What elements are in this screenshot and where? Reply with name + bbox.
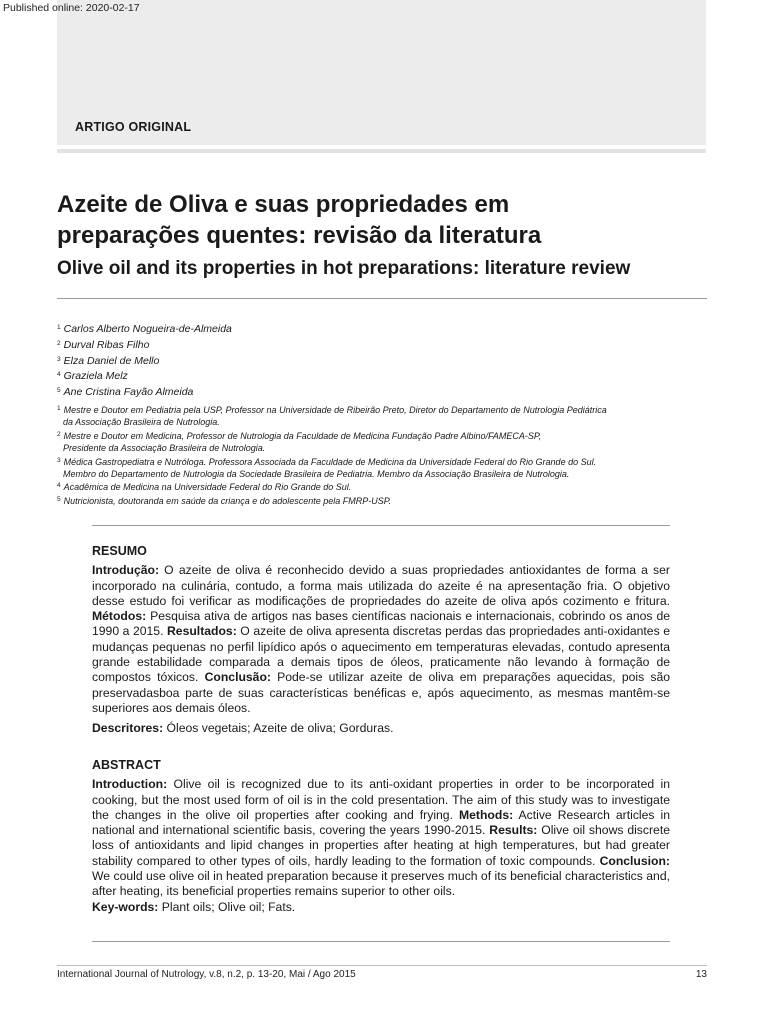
affiliation-item: $^2$ Mestre e Doutor em Medicina, Professor de Nutrologia da Faculdade de Medicina Fundação Padre Albino/FAMECA-SP, Presidente da Associação Brasileira de Nutrologia. <box>57 430 542 453</box>
author-item: $^4$ Graziela Melz <box>57 370 128 383</box>
footer-divider <box>57 965 707 966</box>
author-list <box>57 321 232 400</box>
title-pt-line1: Azeite de Oliva e suas propriedades em <box>57 191 510 218</box>
affiliation-item: $^1$ Mestre e Doutor em Pediatria pela USP, Professor na Universidade de Ribeirão Preto, Diretor do Departamento de Nutrologia Pediátrica da Associação Brasileira de Nutrologia. <box>57 405 607 427</box>
resumo-keywords: Descritores: Óleos vegetais; Azeite de oliva; Gorduras. <box>92 721 394 736</box>
title-pt-line2: preparações quentes: revisão da literatura <box>57 222 542 249</box>
abstract-keywords: Key-words: Plant oils; Olive oil; Fats. <box>92 899 296 914</box>
affiliation-list <box>57 403 697 508</box>
page-number: 13 <box>695 969 707 980</box>
header-divider <box>57 149 706 153</box>
author-item: $^3$ Elza Daniel de Mello <box>57 354 160 367</box>
affiliation-item: $^3$ Médica Gastropediatra e Nutróloga. Professora Associada da Faculdade de Medicina da Universidade Federal do Rio Grande do Sul. Membro do Departamento de Nutrologia da Sociedade Brasileira de Pediatria. Membro da Associação Brasileira de Nutrologia. <box>57 456 597 479</box>
footer-citation: International Journal of Nutrology, v.8, n.2, p. 13-20, Mai / Ago 2015 <box>57 969 356 980</box>
title-divider <box>57 298 707 299</box>
affiliation-item: $^5$ Nutricionista, doutoranda em saúde da criança e do adolescente pela FMRP-USP. <box>57 496 392 507</box>
abstract-heading: ABSTRACT <box>92 758 161 772</box>
resumo-body: Introdução: O azeite de oliva é reconhecido devido a suas propriedades antioxidantes de forma a ser incorporado na culinária, contudo, a forma mais utilizada do azeite é na apresentação fria. O objetivo desse estudo foi verificar as modificações de propriedades do azeite de oliva após cozimento e fritura. Métodos: Pesquisa ativa de artigos nas bases científicas nacionais e internacionais, cobrindo os anos de 1990 a 2015. Resultados: O azeite de oliva apresenta discretas perdas das propriedades anti-oxidantes e mudanças pequenas no perfil lipídico após o aquecimento em temperaturas elevadas, contudo apresenta grande estabilidade comparada a demais tipos de óleos, praticamente não levando à formação de compostos tóxicos. Conclusão: Pode-se utilizar azeite de oliva em preparações aquecidas, pois são preservadasboa parte de suas características benéficas e, após aquecimento, as mesmas mantêm-se superiores aos demais óleos. <box>92 563 670 715</box>
affiliation-item: $^4$ Acadêmica de Medicina na Universidade Federal do Rio Grande do Sul. <box>57 482 352 493</box>
resumo-section <box>92 544 670 737</box>
abstract-body: Introduction: Olive oil is recognized due to its anti-oxidant properties in order to be incorporated in cooking, but the most used form of oil is in the cold presentation. The aim of this study was to investigate the changes in the olive oil properties after cooking and frying. Methods: Active Research articles in national and international scientific basis, covering the years 1990-2015. Results: Olive oil shows discrete loss of antioxidants and lipid changes in properties after heating at high temperatures, but had greater stability compared to other types of oils, hardly leading to the formation of toxic compounds. Conclusion: We could use olive oil in heated preparation because it preserves much of its beneficial characteristics and, after heating, its beneficial properties remains superior to other oils. <box>92 777 670 899</box>
article-title-pt <box>57 189 707 251</box>
author-item: $^5$ Ane Cristina Fayão Almeida <box>57 386 194 399</box>
abstract-divider-bottom <box>92 941 670 942</box>
published-date: Published online: 2020-02-17 <box>3 2 140 14</box>
resumo-heading: RESUMO <box>92 544 147 558</box>
article-title-en: Olive oil and its properties in hot preparations: literature review <box>57 258 631 279</box>
abstract-section <box>92 758 670 915</box>
author-item: $^2$ Durval Ribas Filho <box>57 338 150 351</box>
section-label: ARTIGO ORIGINAL <box>75 120 192 134</box>
abstract-divider-top <box>92 525 670 526</box>
author-item: $^1$ Carlos Alberto Nogueira-de-Almeida <box>57 323 232 335</box>
header-band <box>57 0 706 145</box>
